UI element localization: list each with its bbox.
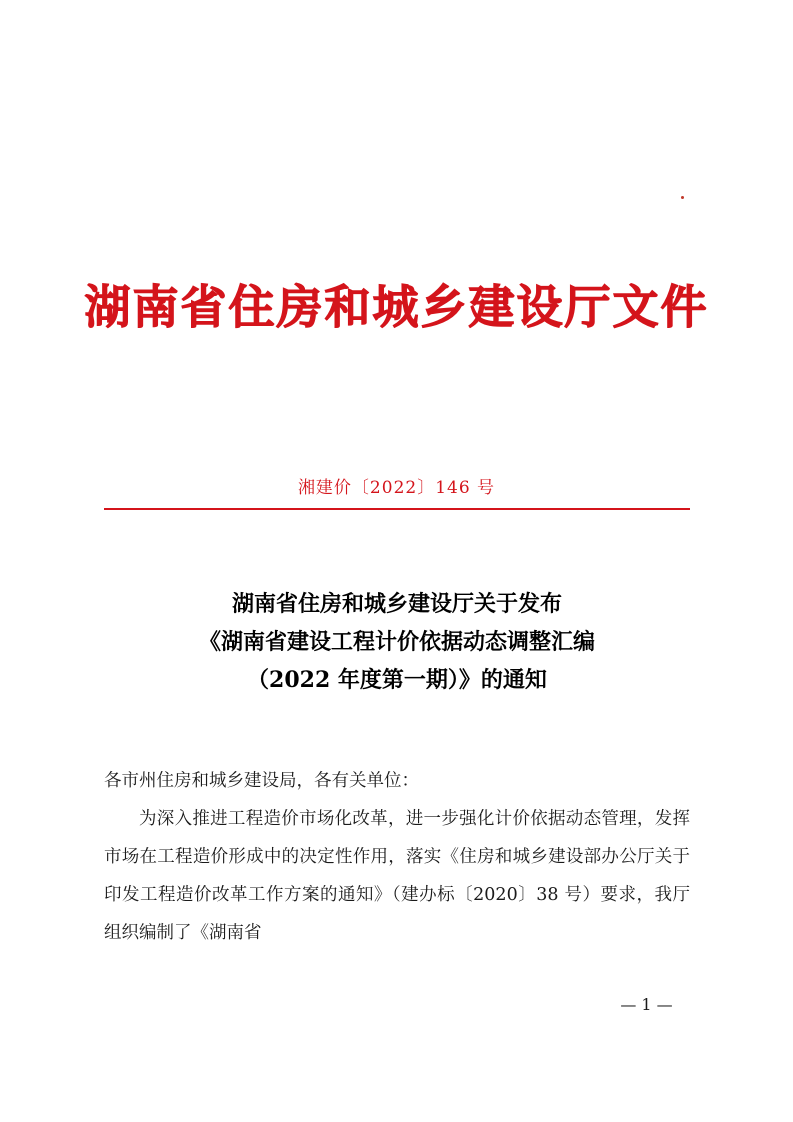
document-body bbox=[104, 762, 690, 952]
body-paragraph-1: 为深入推进工程造价市场化改革，进一步强化计价依据动态管理，发挥市场在工程造价形成中的决定性作用，落实《住房和城乡建设部办公厅关于印发工程造价改革工作方案的通知》（建办标〔2020〕38 号）要求，我厅组织编制了《湖南省 bbox=[104, 809, 690, 943]
title-line-2: 《湖南省建设工程计价依据动态调整汇编 bbox=[198, 629, 595, 655]
page-number: — 1 — bbox=[620, 995, 673, 1014]
document-masthead: 湖南省住房和城乡建设厅文件 bbox=[84, 280, 709, 334]
document-number: 湘建价〔2022〕146 号 bbox=[297, 478, 496, 498]
red-horizontal-rule bbox=[104, 508, 690, 510]
title-line-3: （2022 年度第一期）》的通知 bbox=[247, 667, 547, 693]
document-title bbox=[104, 585, 690, 699]
decorative-dot bbox=[681, 196, 684, 199]
salutation: 各市州住房和城乡建设局，各有关单位： bbox=[104, 771, 419, 791]
title-line-1: 湖南省住房和城乡建设厅关于发布 bbox=[231, 591, 562, 617]
